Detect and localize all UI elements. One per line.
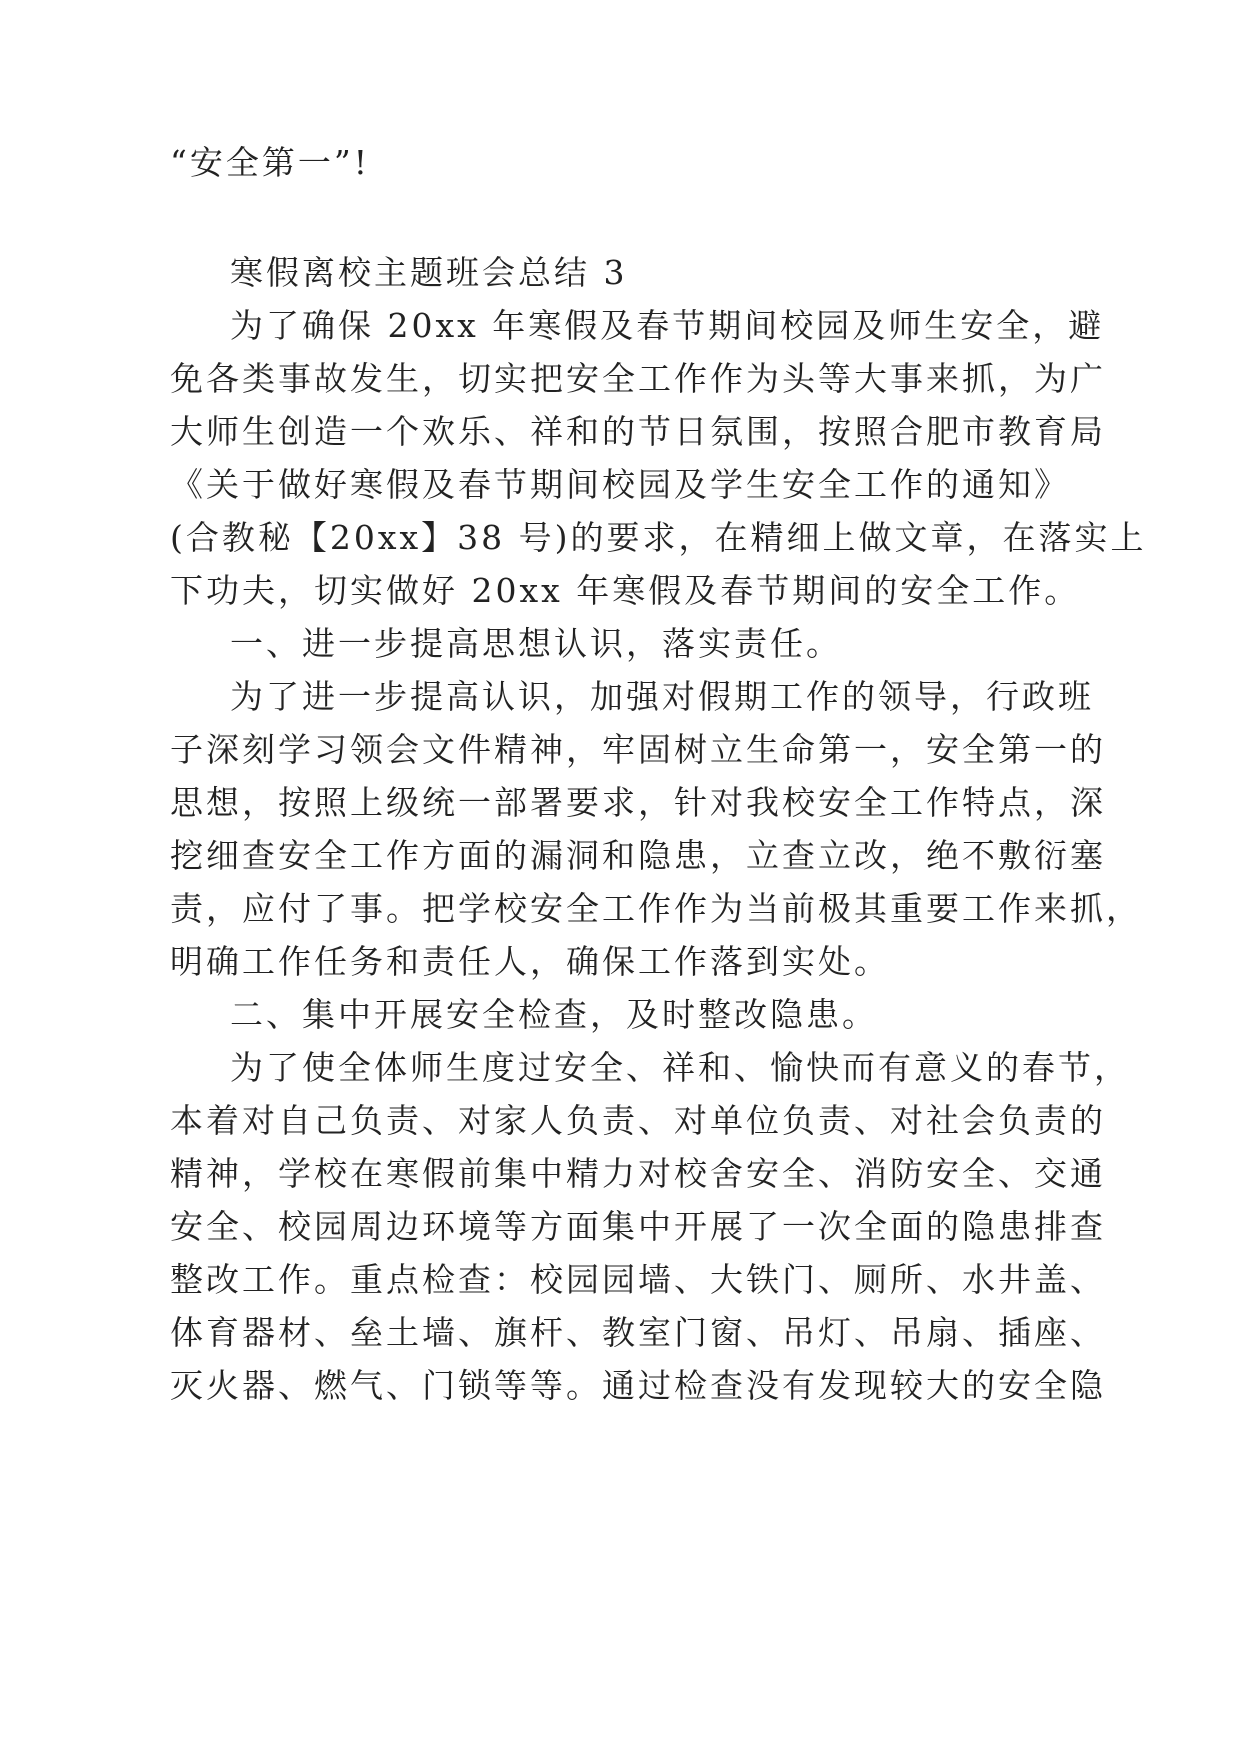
text-line: 整改工作。重点检查：校园园墙、大铁门、厕所、水井盖、 [170, 1260, 1106, 1299]
text-line: 本着对自己负责、对家人负责、对单位负责、对社会负责的 [170, 1101, 1106, 1140]
text-line: 精神，学校在寒假前集中精力对校舍安全、消防安全、交通 [170, 1154, 1106, 1193]
text-line: 为了使全体师生度过安全、祥和、愉快而有意义的春节， [230, 1048, 1130, 1087]
text-line: 思想，按照上级统一部署要求，针对我校安全工作特点，深 [170, 783, 1106, 822]
text-line: 安全、校园周边环境等方面集中开展了一次全面的隐患排查 [170, 1207, 1106, 1246]
text-line: 免各类事故发生，切实把安全工作作为头等大事来抓，为广 [170, 359, 1106, 398]
text-line: 大师生创造一个欢乐、祥和的节日氛围，按照合肥市教育局 [170, 412, 1106, 451]
text-line: 为了进一步提高认识，加强对假期工作的领导，行政班 [230, 677, 1094, 716]
section-heading: 寒假离校主题班会总结 3 [230, 253, 628, 292]
text-line: 挖细查安全工作方面的漏洞和隐患，立查立改，绝不敷衍塞 [170, 836, 1106, 875]
text-line: 明确工作任务和责任人，确保工作落到实处。 [170, 942, 890, 981]
text-line: 子深刻学习领会文件精神，牢固树立生命第一，安全第一的 [170, 730, 1106, 769]
subheading: 一、进一步提高思想认识，落实责任。 [230, 624, 842, 663]
text-line: 体育器材、垒土墙、旗杆、教室门窗、吊灯、吊扇、插座、 [170, 1313, 1106, 1352]
text-line: 下功夫，切实做好 20xx 年寒假及春节期间的安全工作。 [170, 571, 1081, 610]
text-line: 《关于做好寒假及春节期间校园及学生安全工作的通知》 [170, 465, 1070, 504]
text-line: 灭火器、燃气、门锁等等。通过检查没有发现较大的安全隐 [170, 1366, 1106, 1405]
text-line: (合教秘【20xx】38 号)的要求，在精细上做文章，在落实上 [170, 518, 1147, 557]
text-line: 为了确保 20xx 年寒假及春节期间校园及师生安全，避 [230, 306, 1105, 345]
subheading: 二、集中开展安全检查，及时整改隐患。 [230, 995, 878, 1034]
text-line: “安全第一”! [170, 143, 371, 182]
text-line: 责，应付了事。把学校安全工作作为当前极其重要工作来抓， [170, 889, 1142, 928]
